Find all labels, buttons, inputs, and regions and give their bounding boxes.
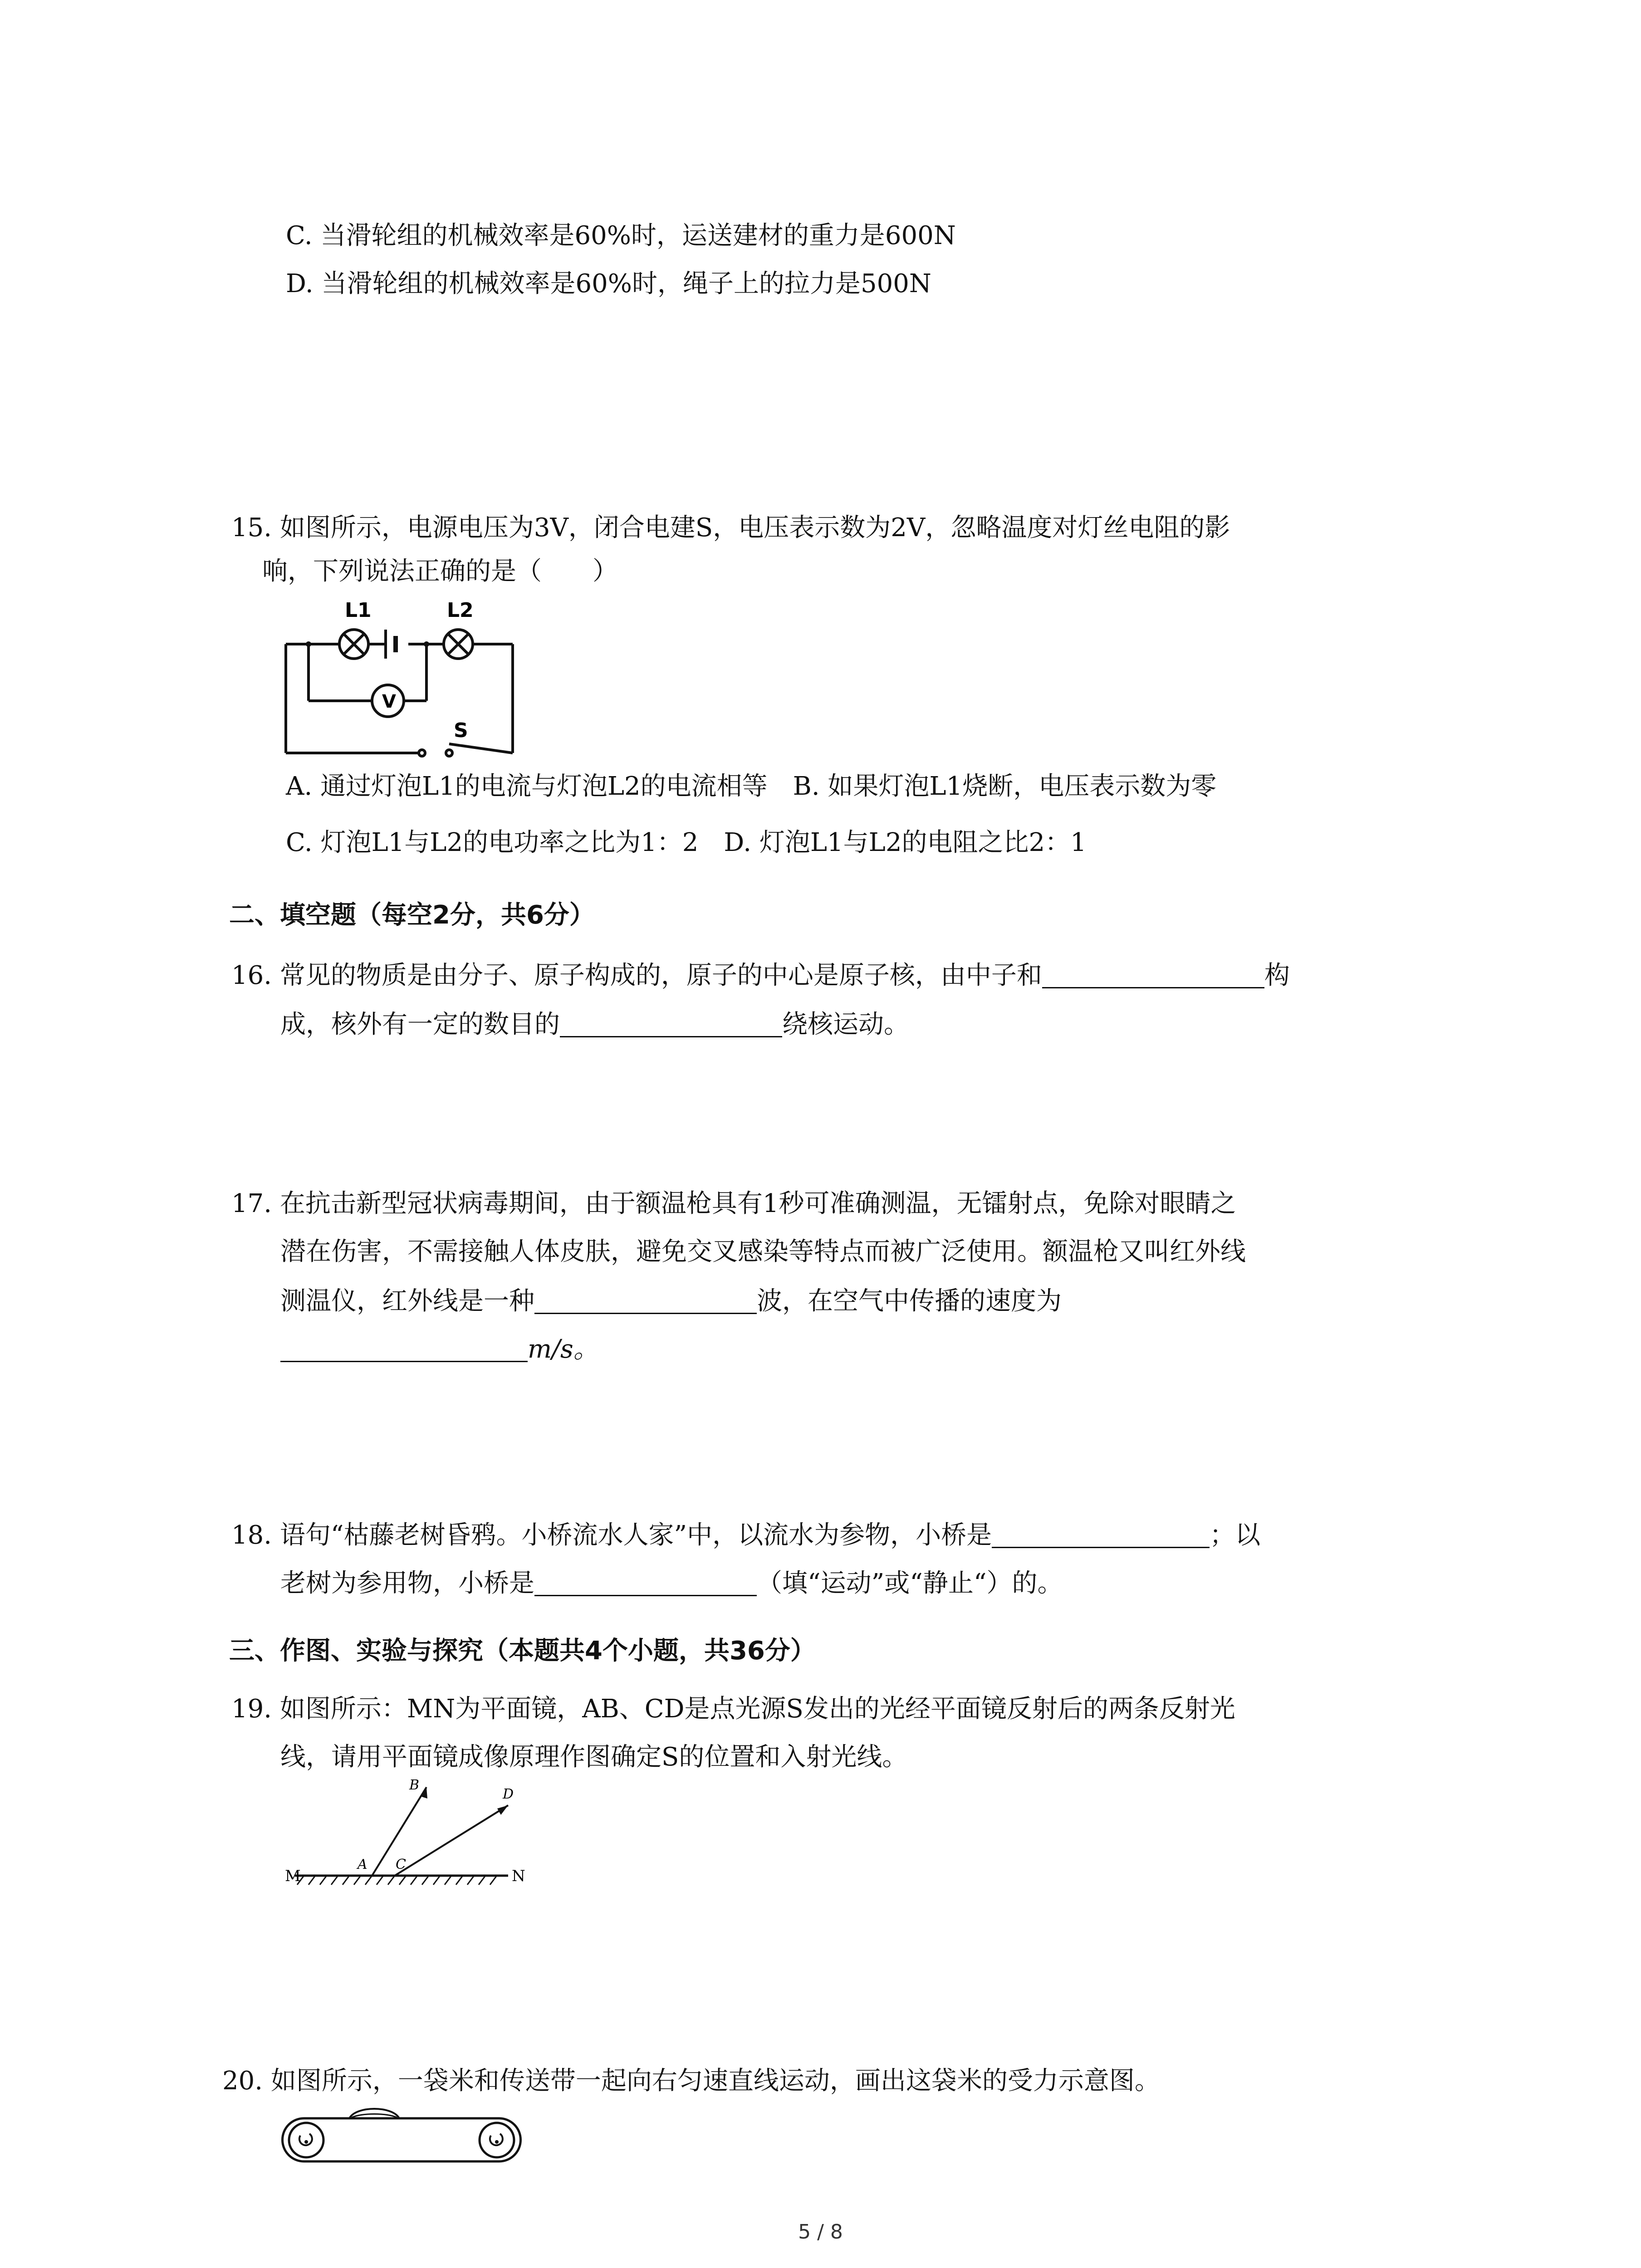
q17-text-2: 波，在空气中传播的速度为 [757, 1286, 1062, 1316]
point-label-c: C [396, 1857, 406, 1872]
mirror-label-n: N [512, 1867, 525, 1885]
q14-option-c: C. 当滑轮组的机械效率是60%时，运送建材的重力是600N [286, 221, 956, 250]
q15-stem-line1: 15. 如图所示，电源电压为3V，闭合电建S，电压表示数为2V，忽略温度对灯丝电阻的影 [231, 513, 1230, 543]
q17-unit: m/s。 [528, 1334, 599, 1364]
q15-options-cd: C. 灯泡L1与L2的电功率之比为1：2 D. 灯泡L1与L2的电阻之比2：1 [286, 828, 1087, 857]
q17-line2: 潜在伤害，不需接触人体皮肤，避免交叉感染等特点而被广泛使用。额温枪又叫红外线 [280, 1237, 1246, 1266]
q19-line1: 19. 如图所示：MN为平面镜，AB、CD是点光源S发出的光经平面镜反射后的两条反射光 [231, 1694, 1235, 1724]
q17-line3 [280, 1287, 1062, 1314]
section-3-heading: 三、作图、实验与探究（本题共4个小题，共36分） [229, 1636, 816, 1666]
q15-circuit-diagram [272, 594, 526, 767]
section-2-heading: 二、填空题（每空2分，共6分） [229, 900, 595, 930]
q20-line1: 20. 如图所示，一袋米和传送带一起向右匀速直线运动，画出这袋米的受力示意图。 [222, 2066, 1160, 2096]
q16-text-2: 构 [1264, 961, 1290, 990]
q16-text-3: 成，核外有一定的数目的 [280, 1010, 560, 1039]
q20-conveyor-diagram [277, 2100, 531, 2177]
q16-answer-blank-2[interactable] [560, 1011, 782, 1037]
q15-stem-line2: 响，下列说法正确的是（ ） [262, 557, 618, 586]
q18-text-4: （填“运动”或“静止“）的。 [757, 1569, 1063, 1598]
point-label-d: D [503, 1786, 514, 1802]
q18-line1 [231, 1521, 1260, 1548]
q16-line2 [280, 1011, 909, 1037]
point-label-b: B [409, 1777, 420, 1793]
q19-line2: 线，请用平面镜成像原理作图确定S的位置和入射光线。 [280, 1742, 908, 1772]
page-number: 5 / 8 [798, 2220, 843, 2244]
q17-answer-blank-2[interactable] [280, 1335, 528, 1362]
q17-answer-blank-1[interactable] [534, 1287, 757, 1314]
q17-text-1: 测温仪，红外线是一种 [280, 1286, 534, 1316]
q18-line2 [280, 1569, 1063, 1596]
q18-answer-blank-2[interactable] [534, 1569, 757, 1596]
q14-option-d: D. 当滑轮组的机械效率是60%时，绳子上的拉力是500N [286, 269, 931, 298]
mirror-label-m: M [285, 1867, 301, 1885]
q16-text-4: 绕核运动。 [782, 1010, 909, 1039]
q19-mirror-diagram [277, 1776, 531, 1894]
switch-label: S [454, 719, 468, 742]
q16-line1 [231, 962, 1290, 988]
q17-line1: 17. 在抗击新型冠状病毒期间，由于额温枪具有1秒可准确测温，无镭射点，免除对眼睛之 [231, 1189, 1236, 1218]
q17-line4 [280, 1335, 599, 1362]
voltmeter-label: V [382, 691, 396, 712]
q18-text-1: 18. 语句“枯藤老树昏鸦。小桥流水人家”中，以流水为参物，小桥是 [231, 1520, 992, 1550]
l1-label: L1 [345, 599, 372, 622]
q18-answer-blank-1[interactable] [992, 1521, 1210, 1548]
q15-options-ab: A. 通过灯泡L1的电流与灯泡L2的电流相等 B. 如果灯泡L1烧断，电压表示数为零 [286, 772, 1217, 801]
point-label-a: A [358, 1857, 367, 1872]
q16-answer-blank-1[interactable] [1042, 962, 1264, 988]
q16-text-1: 16. 常见的物质是由分子、原子构成的，原子的中心是原子核，由中子和 [231, 961, 1042, 990]
q18-text-2: ；以 [1210, 1520, 1261, 1550]
q18-text-3: 老树为参用物，小桥是 [280, 1569, 534, 1598]
l2-label: L2 [447, 599, 474, 622]
